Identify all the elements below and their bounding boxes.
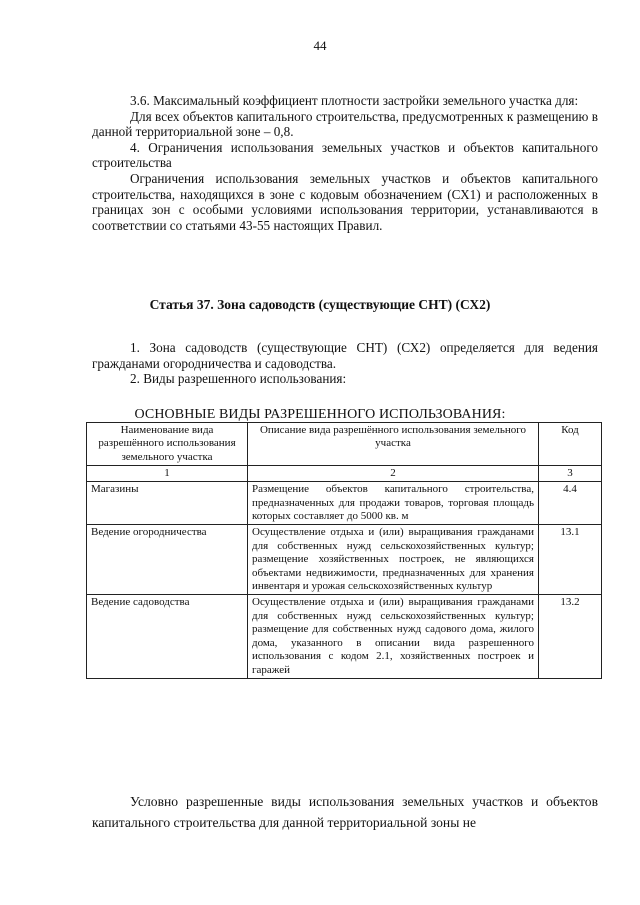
section-text-bottom (92, 791, 598, 833)
paragraph: Условно разрешенные виды использования земельных участков и объектов капитального строительства для данной территориальной зоны не (92, 794, 598, 830)
use-name-cell: Ведение садоводства (87, 595, 248, 678)
use-description-cell: Осуществление отдыха и (или) выращивания гражданами для собственных нужд сельскохозяйственных культур; размещение хозяйственных построек, не являющихся объектами недвижимости, предназначенных для хранения инвентаря и урожая сельскохозяйственных культур (248, 525, 539, 595)
column-number-cell: 3 (539, 466, 602, 482)
use-name-cell: Ведение огородничества (87, 525, 248, 595)
column-number-cell: 1 (87, 466, 248, 482)
paragraph: Для всех объектов капитального строительства, предусмотренных к размещению в данной территориальной зоне – 0,8. (92, 108, 598, 140)
column-number-cell: 2 (248, 466, 539, 482)
section-text-top (92, 93, 598, 233)
use-code-cell: 4.4 (539, 482, 602, 525)
permitted-uses-table (86, 422, 602, 679)
page-number: 44 (313, 38, 327, 53)
table-title: ОСНОВНЫЕ ВИДЫ РАЗРЕШЕННОГО ИСПОЛЬЗОВАНИЯ: (134, 407, 506, 422)
section-text-mid (92, 340, 598, 387)
header-cell: Код (539, 423, 602, 466)
use-code-cell: 13.1 (539, 525, 602, 595)
use-description-cell: Осуществление отдыха и (или) выращивания гражданами для собственных нужд сельскохозяйственных культур; размещение для собственных нужд садового дома, жилого дома, указанного в описании вида разрешенного использования с кодом 2.1, хозяйственных построек и гаражей (248, 595, 539, 678)
use-name-cell: Магазины (87, 482, 248, 525)
header-cell: Описание вида разрешённого использования земельного участка (248, 423, 539, 466)
paragraph: 4. Ограничения использования земельных участков и объектов капитального строительства (92, 139, 598, 171)
use-description-cell: Размещение объектов капитального строительства, предназначенных для продажи товаров, торговая площадь которых составляет до 5000 кв. м (248, 482, 539, 525)
paragraph: 3.6. Максимальный коэффициент плотности застройки земельного участка для: (130, 93, 579, 108)
table-row (87, 525, 602, 595)
paragraph: 2. Виды разрешенного использования: (130, 371, 347, 387)
article-heading: Статья 37. Зона садоводств (существующие СНТ) (СХ2) (149, 297, 491, 312)
use-code-cell: 13.2 (539, 595, 602, 678)
paragraph: Ограничения использования земельных участков и объектов капитального строительства, находящихся в зоне с кодовым обозначением (СХ1) и расположенных в границах зон с особыми условиями использования территории, устанавливаются в соответствии со статьями 43-55 настоящих Правил. (92, 170, 598, 233)
paragraph: 1. Зона садоводств (существующие СНТ) (СХ2) определяется для ведения гражданами огородничества и садоводства. (92, 340, 598, 371)
header-cell: Наименование вида разрешённого использования земельного участка (87, 423, 248, 466)
column-number-row (87, 466, 602, 482)
table-row (87, 595, 602, 678)
table-header-row (87, 423, 602, 466)
table-row (87, 482, 602, 525)
